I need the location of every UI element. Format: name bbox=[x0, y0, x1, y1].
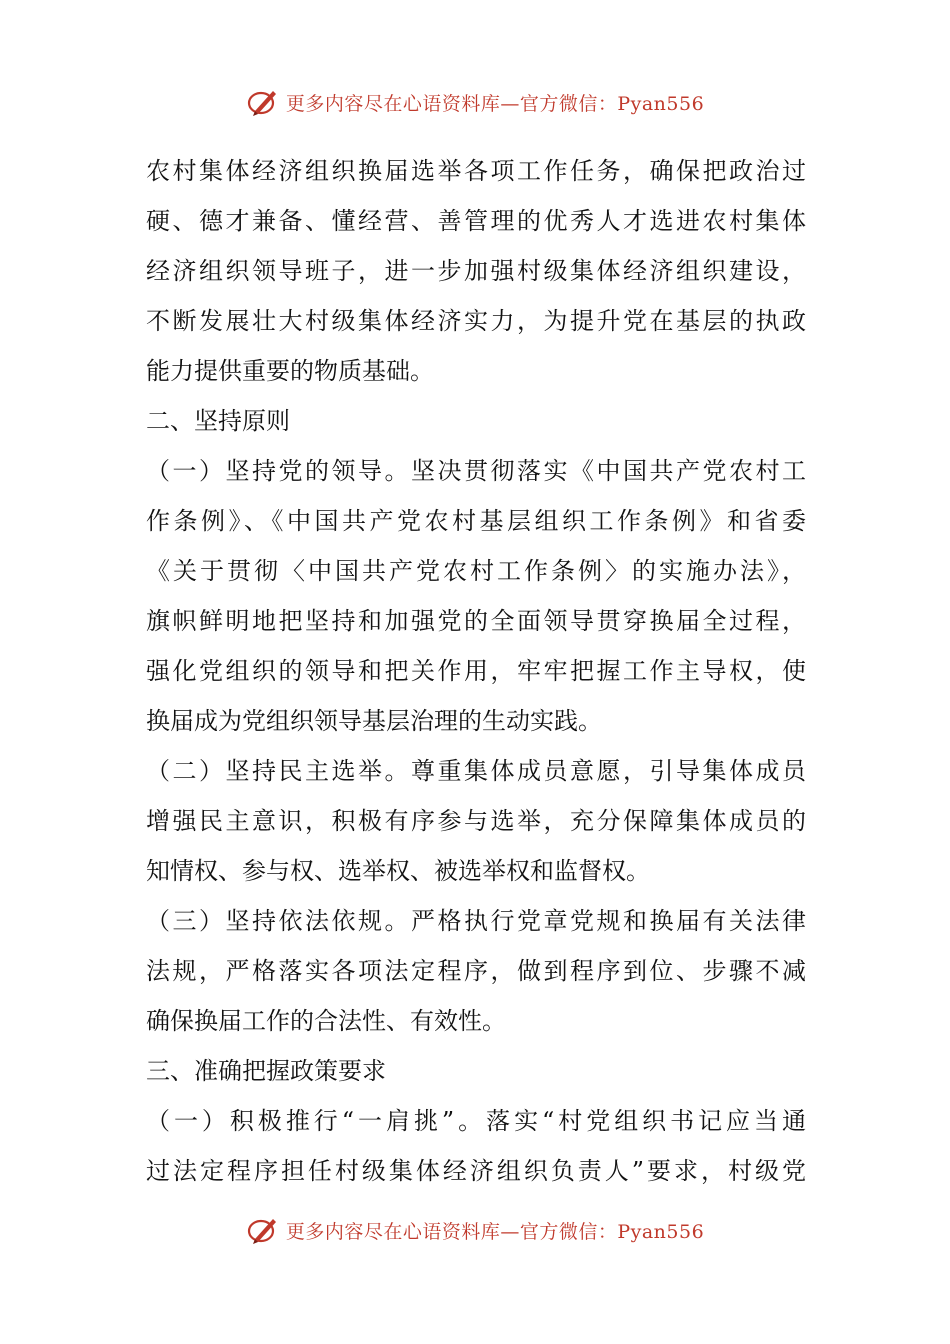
paragraph-line: 作条例》、《中国共产党农村基层组织工作条例》和省委 bbox=[146, 507, 806, 535]
paragraph-line: 换届成为党组织领导基层治理的生动实践。 bbox=[146, 707, 602, 735]
paragraph-line: 旗帜鲜明地把坚持和加强党的全面领导贯穿换届全过程， bbox=[146, 607, 806, 635]
paragraph-line: （一）积极推行“一肩挑”。落实“村党组织书记应当通 bbox=[146, 1107, 806, 1135]
paragraph-line: （二）坚持民主选举。尊重集体成员意愿，引导集体成员 bbox=[146, 757, 806, 785]
section-heading: 三、准确把握政策要求 bbox=[146, 1057, 386, 1085]
paragraph-line: 强化党组织的领导和把关作用，牢牢把握工作主导权，使 bbox=[146, 657, 806, 685]
paragraph-line: 不断发展壮大村级集体经济实力，为提升党在基层的执政 bbox=[146, 307, 806, 335]
paragraph-line: 过法定程序担任村级集体经济组织负责人”要求，村级党 bbox=[146, 1157, 806, 1185]
section-heading: 二、坚持原则 bbox=[146, 407, 290, 435]
watermark-text: 更多内容尽在心语资料库—官方微信：Pyan556 bbox=[285, 92, 705, 115]
watermark-text: 更多内容尽在心语资料库—官方微信：Pyan556 bbox=[285, 1220, 705, 1243]
paragraph-line: 硬、德才兼备、懂经营、善管理的优秀人才选进农村集体 bbox=[146, 207, 806, 235]
paragraph-line: 知情权、参与权、选举权、被选举权和监督权。 bbox=[146, 857, 650, 885]
paragraph-line: 《关于贯彻〈中国共产党农村工作条例〉的实施办法》， bbox=[146, 557, 806, 585]
paragraph-line: 经济组织领导班子，进一步加强村级集体经济组织建设， bbox=[146, 257, 806, 285]
pen-logo-icon bbox=[246, 85, 280, 119]
paragraph-line: （三）坚持依法依规。严格执行党章党规和换届有关法律 bbox=[146, 907, 806, 935]
paragraph-line: 农村集体经济组织换届选举各项工作任务，确保把政治过 bbox=[146, 157, 806, 185]
footer-watermark bbox=[0, 1210, 950, 1250]
paragraph-line: 确保换届工作的合法性、有效性。 bbox=[146, 1007, 506, 1035]
paragraph-line: 法规，严格落实各项法定程序，做到程序到位、步骤不减 bbox=[146, 957, 806, 985]
paragraph-line: 增强民主意识，积极有序参与选举，充分保障集体成员的 bbox=[146, 807, 806, 835]
document-body bbox=[146, 146, 806, 1196]
pen-logo-icon bbox=[246, 1213, 280, 1247]
header-watermark bbox=[0, 82, 950, 122]
paragraph-line: 能力提供重要的物质基础。 bbox=[146, 357, 434, 385]
paragraph-line: （一）坚持党的领导。坚决贯彻落实《中国共产党农村工 bbox=[146, 457, 806, 485]
